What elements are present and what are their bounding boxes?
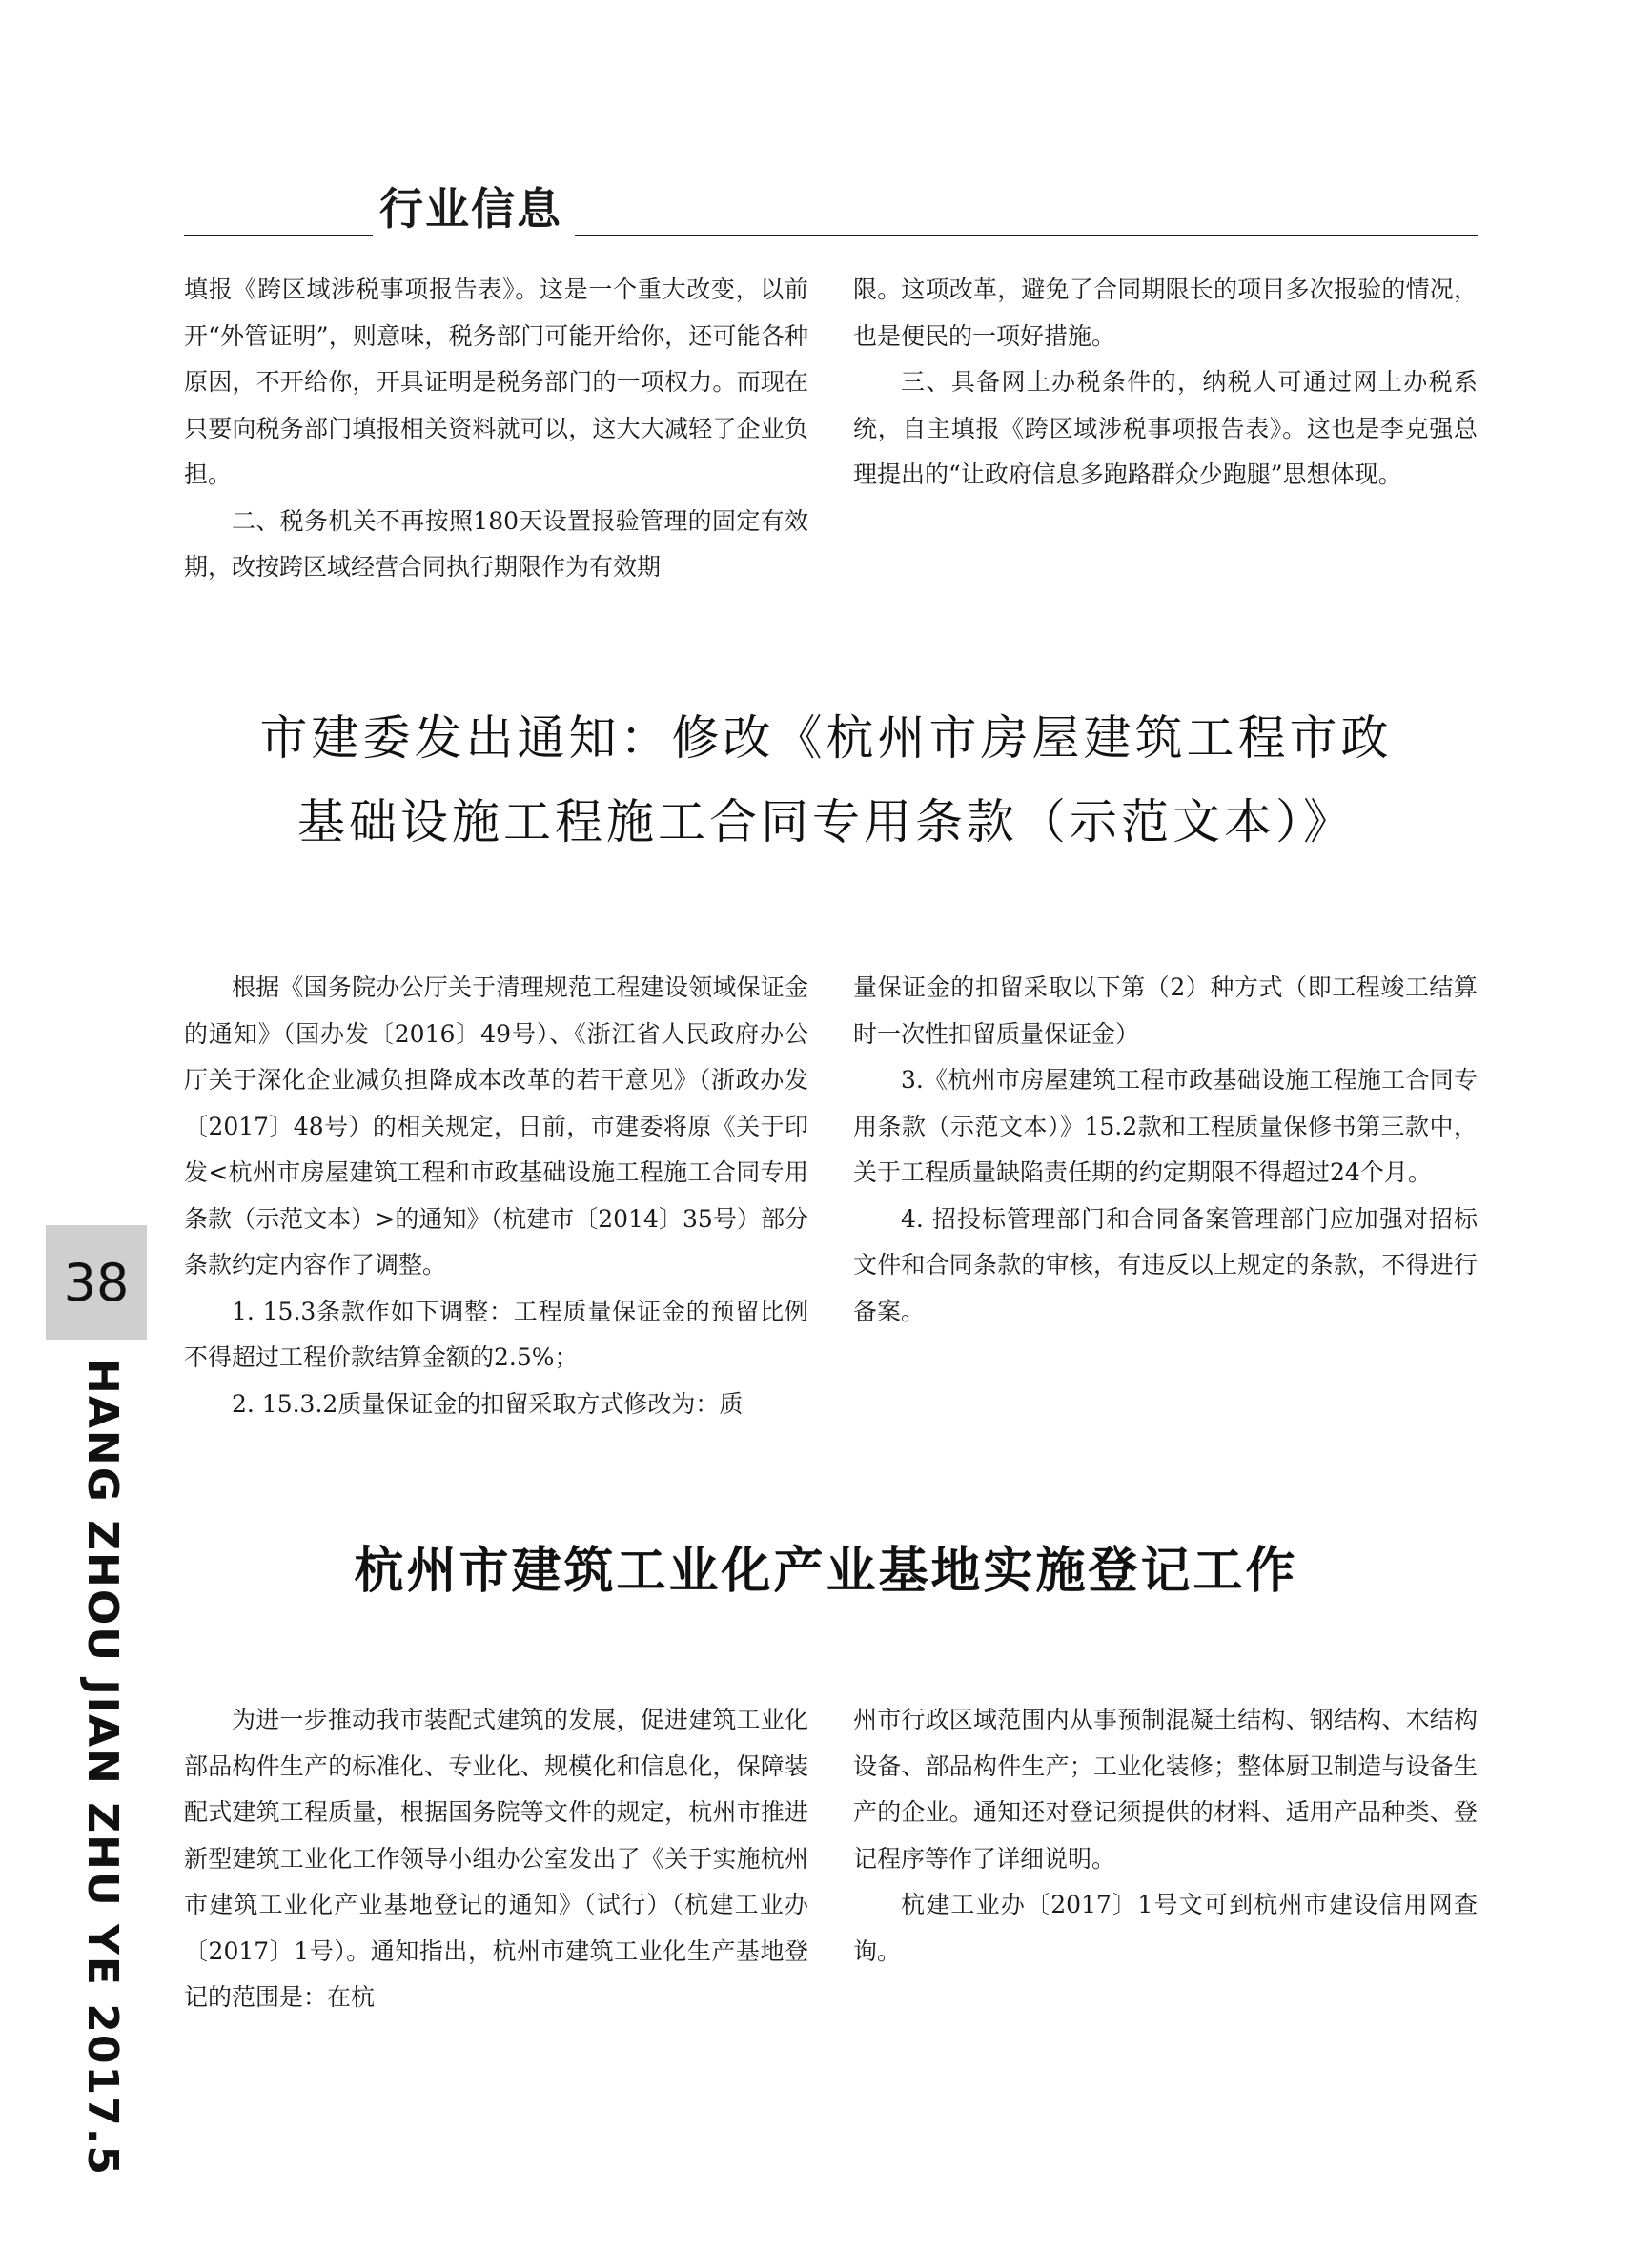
paragraph: 2. 15.3.2质量保证金的扣留采取方式修改为：质 [232, 1389, 744, 1418]
paragraph: 杭建工业办〔2017〕1号文可到杭州市建设信用网查询。 [853, 1891, 1478, 1965]
article2-title-line2: 基础设施工程施工合同专用条款（示范文本）》 [297, 794, 1355, 850]
article1-right-column [853, 267, 1478, 499]
paragraph: 三、具备网上办税条件的，纳税人可通过网上办税系统，自主填报《跨区域涉税事项报告表》。这也是李克强总理提出的“让政府信息多跑路群众少跑腿”思想体现。 [853, 368, 1478, 488]
paragraph: 二、税务机关不再按照180天设置报验管理的固定有效期，改按跨区域经营合同执行期限作为有效期 [184, 506, 808, 581]
article2-left-column [184, 965, 808, 1427]
header-rule-left [184, 235, 373, 236]
paragraph: 填报《跨区域涉税事项报告表》。这是一个重大改变，以前开“外管证明”，则意味，税务部门可能开给你，还可能各种原因，不开给你，开具证明是税务部门的一项权力。而现在只要向税务部门填报相关资料就可以，这大大减轻了企业负担。 [184, 276, 808, 488]
article1-left-column [184, 267, 808, 591]
section-label: 行业信息 [379, 183, 562, 235]
article3-title: 杭州市建筑工业化产业基地实施登记工作 [354, 1543, 1298, 1600]
article3-left-column [184, 1697, 808, 2021]
header-rule-right [575, 235, 1478, 236]
page-number [46, 1225, 147, 1340]
paragraph: 3.《杭州市房屋建筑工程市政基础设施工程施工合同专用条款（示范文本）》15.2款和工程质量保修书第三款中，关于工程质量缺陷责任期的约定期限不得超过24个月。 [853, 1066, 1478, 1186]
running-title: HANG ZHOU JIAN ZHU YE 2017.5 [78, 1359, 127, 2178]
paragraph: 州市行政区域范围内从事预制混凝土结构、钢结构、木结构设备、部品构件生产；工业化装修；整体厨卫制造与设备生产的企业。通知还对登记须提供的材料、适用产品种类、登记程序等作了详细说明。 [853, 1706, 1478, 1873]
paragraph: 量保证金的扣留采取以下第（2）种方式（即工程竣工结算时一次性扣留质量保证金） [853, 973, 1478, 1048]
paragraph: 4. 招投标管理部门和合同备案管理部门应加强对招标文件和合同条款的审核，有违反以上规定的条款，不得进行备案。 [853, 1204, 1478, 1325]
article2-right-column [853, 965, 1478, 1335]
article2-title-line1: 市建委发出通知：修改《杭州市房屋建筑工程市政 [259, 710, 1393, 766]
paragraph: 为进一步推动我市装配式建筑的发展，促进建筑工业化部品构件生产的标准化、专业化、规模化和信息化，保障装配式建筑工程质量，根据国务院等文件的规定，杭州市推进新型建筑工业化工作领导小组办公室发出了《关于实施杭州市建筑工业化产业基地登记的通知》（试行）（杭建工业办〔2017〕1号）。通知指出，杭州市建筑工业化生产基地登记的范围是：在杭 [184, 1706, 808, 2011]
article3-right-column [853, 1697, 1478, 1975]
page-number-text: 38 [63, 1252, 130, 1313]
paragraph: 限。这项改革，避免了合同期限长的项目多次报验的情况，也是便民的一项好措施。 [853, 276, 1478, 350]
section-header [184, 181, 1478, 238]
paragraph: 1. 15.3条款作如下调整：工程质量保证金的预留比例不得超过工程价款结算金额的2.5%； [184, 1297, 808, 1371]
paragraph: 根据《国务院办公厅关于清理规范工程建设领域保证金的通知》（国办发〔2016〕49号）、《浙江省人民政府办公厅关于深化企业减负担降成本改革的若干意见》（浙政办发〔2017〕48号）的相关规定，日前，市建委将原《关于印发<杭州市房屋建筑工程和市政基础设施工程施工合同专用条款（示范文本）>的通知》（杭建市〔2014〕35号）部分条款约定内容作了调整。 [184, 973, 808, 1279]
